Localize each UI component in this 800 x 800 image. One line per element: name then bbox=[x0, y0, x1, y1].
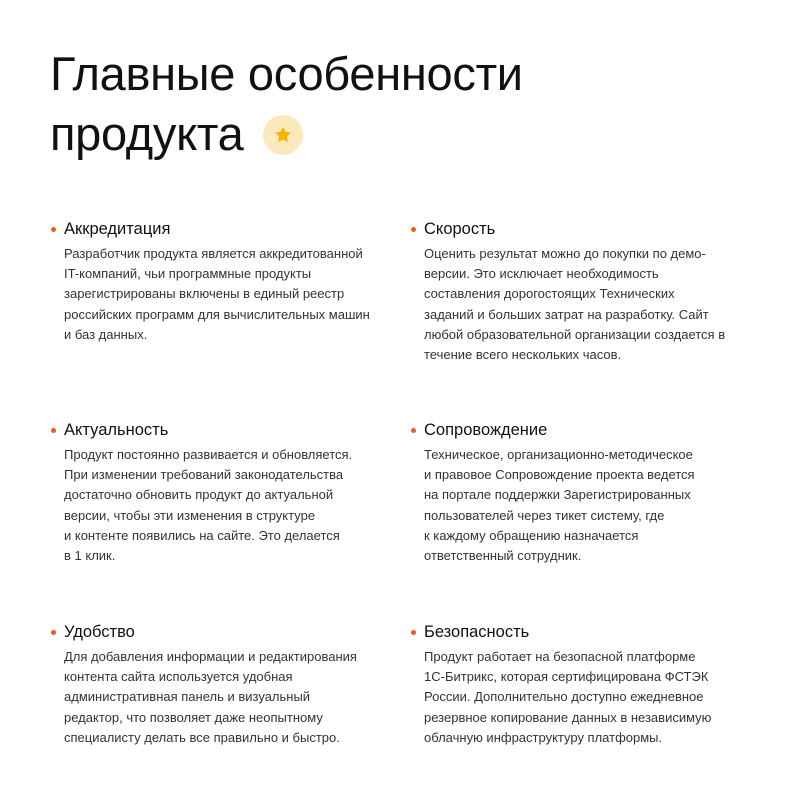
feature-title: Актуальность bbox=[64, 420, 169, 439]
feature-header bbox=[410, 419, 740, 441]
description-line: на портале поддержки Зарегистрированных bbox=[424, 487, 691, 503]
bullet-icon bbox=[51, 227, 56, 232]
description-line: Продукт постоянно развивается и обновляется. bbox=[64, 447, 353, 462]
description-line: зарегистрированы включены в единый реестр bbox=[64, 286, 345, 302]
description-line: специалисту делать все правильно и быстро. bbox=[64, 729, 340, 745]
page-title bbox=[50, 44, 523, 164]
description-line: версии, чтобы эти изменения в структуре bbox=[64, 507, 316, 523]
description-line: Разработчик продукта является аккредитованной bbox=[64, 246, 363, 261]
page-title-line-2-text: продукта bbox=[50, 107, 244, 160]
description-line: в 1 клик. bbox=[64, 548, 116, 564]
feature-description bbox=[424, 445, 754, 566]
description-line: любой образовательной организации создается в bbox=[424, 326, 726, 342]
description-line: и контенте появились на сайте. Это делается bbox=[64, 527, 340, 543]
description-line: Оценить результат можно до покупки по демо- bbox=[424, 246, 706, 261]
description-line: заданий и больших затрат на разработку. Сайт bbox=[424, 306, 709, 322]
description-line: Для добавления информации и редактирования bbox=[64, 649, 357, 664]
description-line: течение всего нескольких часов. bbox=[424, 347, 622, 363]
description-line: резервное копирование данных в независимую bbox=[424, 709, 712, 725]
feature-title: Безопасность bbox=[424, 622, 530, 641]
description-line: версии. Это исключает необходимость bbox=[424, 266, 659, 282]
feature-block-speed bbox=[410, 218, 740, 365]
feature-header bbox=[50, 419, 380, 441]
feature-header bbox=[50, 621, 380, 643]
description-line: При изменении требований законодательства bbox=[64, 467, 344, 483]
feature-block-support bbox=[410, 419, 740, 566]
description-line: и баз данных. bbox=[64, 326, 148, 342]
description-line: 1С-Битрикс, которая сертифицирована ФСТЭК bbox=[424, 669, 709, 685]
feature-title: Удобство bbox=[64, 622, 135, 641]
feature-header bbox=[410, 621, 740, 643]
star-icon bbox=[273, 125, 293, 145]
feature-header bbox=[50, 218, 380, 240]
bullet-icon bbox=[51, 630, 56, 635]
description-line: облачную инфраструктуру платформы. bbox=[424, 729, 663, 745]
feature-description bbox=[424, 244, 754, 365]
bullet-icon bbox=[411, 428, 416, 433]
description-line: российских программ для вычислительных машин bbox=[64, 306, 370, 322]
page-title-line-1: Главные особенности bbox=[50, 47, 523, 100]
bullet-icon bbox=[51, 428, 56, 433]
description-line: Продукт работает на безопасной платформе bbox=[424, 649, 696, 664]
star-badge bbox=[263, 115, 303, 155]
description-line: редактор, что позволяет даже неопытному bbox=[64, 709, 323, 725]
bullet-icon bbox=[411, 227, 416, 232]
description-line: пользователей через тикет систему, где bbox=[424, 507, 665, 523]
feature-title: Сопровождение bbox=[424, 420, 548, 439]
feature-block-accreditation bbox=[50, 218, 380, 345]
description-line: России. Дополнительно доступно ежедневное bbox=[424, 689, 704, 705]
feature-description bbox=[64, 244, 394, 345]
bullet-icon bbox=[411, 630, 416, 635]
description-line: контента сайта используется удобная bbox=[64, 669, 293, 685]
description-line: IT-компаний, чьи программные продукты bbox=[64, 266, 312, 282]
description-line: ответственный сотрудник. bbox=[424, 548, 582, 564]
feature-description bbox=[64, 445, 394, 566]
feature-header bbox=[410, 218, 740, 240]
description-line: и правовое Сопровождение проекта ведется bbox=[424, 467, 695, 483]
description-line: административная панель и визуальный bbox=[64, 689, 311, 705]
description-line: к каждому обращению назначается bbox=[424, 527, 639, 543]
feature-block-relevance bbox=[50, 419, 380, 566]
feature-block-convenience bbox=[50, 621, 380, 748]
description-line: достаточно обновить продукт до актуальной bbox=[64, 487, 334, 503]
feature-title: Скорость bbox=[424, 219, 496, 238]
description-line: составления дорогостоящих Технических bbox=[424, 286, 675, 302]
feature-description bbox=[424, 647, 754, 748]
description-line: Техническое, организационно-методическое bbox=[424, 447, 693, 462]
page-title-line-2 bbox=[50, 104, 523, 164]
feature-block-security bbox=[410, 621, 740, 748]
feature-description bbox=[64, 647, 394, 748]
feature-title: Аккредитация bbox=[64, 219, 171, 238]
